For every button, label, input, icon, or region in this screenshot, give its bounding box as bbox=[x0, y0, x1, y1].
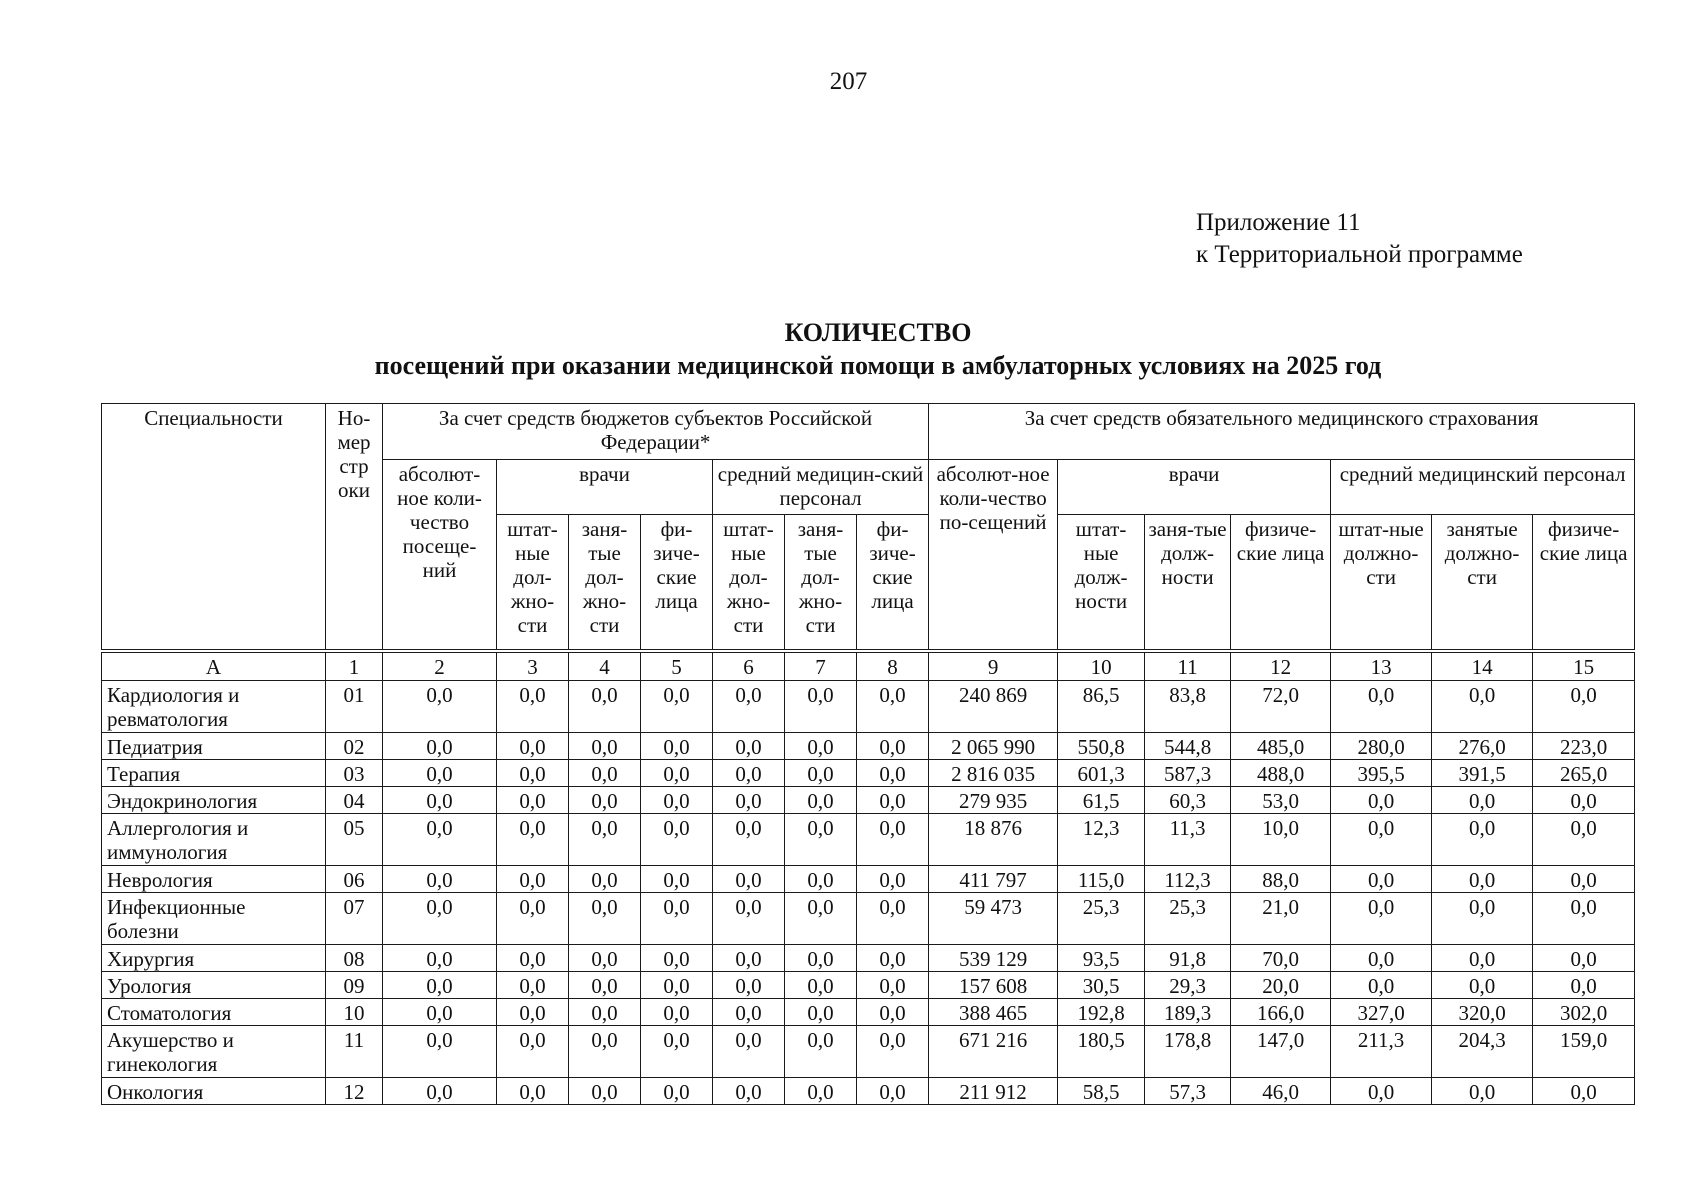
specialty-name: Неврология bbox=[102, 866, 326, 893]
table-row bbox=[102, 999, 1635, 1026]
header-budget-visits: абсолют-ное коли-чество посеще-ний bbox=[383, 460, 497, 650]
title-line-2: посещений при оказании медицинской помощи в амбулаторных условиях на 2025 год bbox=[374, 351, 1382, 380]
value-cell: 0,0 bbox=[383, 999, 497, 1026]
value-cell: 0,0 bbox=[641, 999, 713, 1026]
value-cell: 0,0 bbox=[569, 999, 641, 1026]
header-budget-nurses-staff: штат-ные дол-жно-сти bbox=[713, 515, 785, 650]
value-cell: 0,0 bbox=[785, 999, 857, 1026]
value-cell: 0,0 bbox=[785, 1078, 857, 1105]
value-cell: 0,0 bbox=[641, 945, 713, 972]
value-cell: 0,0 bbox=[569, 681, 641, 733]
row-number: 09 bbox=[326, 972, 383, 999]
value-cell: 0,0 bbox=[857, 787, 929, 814]
header-oms-visits: абсолют-ное коли-чество по-сещений bbox=[929, 460, 1058, 650]
value-cell: 0,0 bbox=[785, 733, 857, 760]
value-cell: 0,0 bbox=[857, 760, 929, 787]
value-cell: 0,0 bbox=[497, 945, 569, 972]
value-cell: 0,0 bbox=[857, 1026, 929, 1078]
value-cell: 0,0 bbox=[713, 787, 785, 814]
value-cell: 61,5 bbox=[1058, 787, 1145, 814]
column-index-cell: 7 bbox=[785, 653, 857, 681]
value-cell: 57,3 bbox=[1145, 1078, 1231, 1105]
value-cell: 388 465 bbox=[929, 999, 1058, 1026]
value-cell: 0,0 bbox=[857, 814, 929, 866]
value-cell: 671 216 bbox=[929, 1026, 1058, 1078]
value-cell: 204,3 bbox=[1432, 1026, 1533, 1078]
value-cell: 485,0 bbox=[1231, 733, 1331, 760]
table-row bbox=[102, 893, 1635, 945]
table-body bbox=[102, 681, 1635, 1105]
header-oms: За счет средств обязательного медицинского страхования bbox=[929, 404, 1635, 460]
value-cell: 0,0 bbox=[641, 760, 713, 787]
value-cell: 0,0 bbox=[1331, 814, 1432, 866]
table-row bbox=[102, 681, 1635, 733]
value-cell: 0,0 bbox=[1432, 1078, 1533, 1105]
value-cell: 211 912 bbox=[929, 1078, 1058, 1105]
value-cell: 0,0 bbox=[713, 893, 785, 945]
value-cell: 2 065 990 bbox=[929, 733, 1058, 760]
specialty-name: Акушерство и гинекология bbox=[102, 1026, 326, 1078]
value-cell: 0,0 bbox=[713, 866, 785, 893]
header-budget-doctors: врачи bbox=[497, 460, 713, 515]
row-number: 07 bbox=[326, 893, 383, 945]
value-cell: 0,0 bbox=[857, 999, 929, 1026]
header-oms-nurses-persons: физиче-ские лица bbox=[1533, 515, 1635, 650]
value-cell: 58,5 bbox=[1058, 1078, 1145, 1105]
value-cell: 0,0 bbox=[569, 814, 641, 866]
table-row bbox=[102, 866, 1635, 893]
specialty-name: Урология bbox=[102, 972, 326, 999]
value-cell: 30,5 bbox=[1058, 972, 1145, 999]
row-number: 10 bbox=[326, 999, 383, 1026]
value-cell: 0,0 bbox=[569, 1026, 641, 1078]
header-budget-nurses-persons: фи-зиче-ские лица bbox=[857, 515, 929, 650]
value-cell: 211,3 bbox=[1331, 1026, 1432, 1078]
column-index-cell: 2 bbox=[383, 653, 497, 681]
header-budget-doctors-persons: фи-зиче-ские лица bbox=[641, 515, 713, 650]
column-index-cell: 3 bbox=[497, 653, 569, 681]
row-number: 06 bbox=[326, 866, 383, 893]
value-cell: 91,8 bbox=[1145, 945, 1231, 972]
value-cell: 0,0 bbox=[383, 1078, 497, 1105]
value-cell: 0,0 bbox=[1432, 893, 1533, 945]
specialty-name: Хирургия bbox=[102, 945, 326, 972]
value-cell: 0,0 bbox=[1432, 972, 1533, 999]
row-number: 02 bbox=[326, 733, 383, 760]
value-cell: 0,0 bbox=[497, 999, 569, 1026]
column-index-cell: 8 bbox=[857, 653, 929, 681]
value-cell: 0,0 bbox=[857, 733, 929, 760]
value-cell: 0,0 bbox=[1432, 681, 1533, 733]
value-cell: 0,0 bbox=[383, 1026, 497, 1078]
value-cell: 539 129 bbox=[929, 945, 1058, 972]
value-cell: 11,3 bbox=[1145, 814, 1231, 866]
value-cell: 0,0 bbox=[569, 1078, 641, 1105]
table-row bbox=[102, 945, 1635, 972]
value-cell: 0,0 bbox=[713, 945, 785, 972]
value-cell: 25,3 bbox=[1145, 893, 1231, 945]
value-cell: 53,0 bbox=[1231, 787, 1331, 814]
value-cell: 46,0 bbox=[1231, 1078, 1331, 1105]
value-cell: 0,0 bbox=[785, 945, 857, 972]
column-index bbox=[102, 653, 1635, 681]
value-cell: 0,0 bbox=[1432, 814, 1533, 866]
value-cell: 0,0 bbox=[785, 972, 857, 999]
value-cell: 0,0 bbox=[1533, 893, 1635, 945]
column-index-row bbox=[102, 653, 1635, 681]
value-cell: 0,0 bbox=[857, 972, 929, 999]
value-cell: 0,0 bbox=[641, 787, 713, 814]
value-cell: 587,3 bbox=[1145, 760, 1231, 787]
value-cell: 544,8 bbox=[1145, 733, 1231, 760]
value-cell: 0,0 bbox=[497, 760, 569, 787]
value-cell: 0,0 bbox=[383, 787, 497, 814]
value-cell: 0,0 bbox=[497, 866, 569, 893]
value-cell: 0,0 bbox=[383, 681, 497, 733]
value-cell: 0,0 bbox=[1533, 787, 1635, 814]
page-number: 207 bbox=[829, 68, 868, 95]
value-cell: 0,0 bbox=[785, 787, 857, 814]
table-row bbox=[102, 760, 1635, 787]
value-cell: 279 935 bbox=[929, 787, 1058, 814]
value-cell: 18 876 bbox=[929, 814, 1058, 866]
row-number: 03 bbox=[326, 760, 383, 787]
value-cell: 0,0 bbox=[383, 945, 497, 972]
appendix-note bbox=[1196, 207, 1523, 271]
value-cell: 159,0 bbox=[1533, 1026, 1635, 1078]
value-cell: 0,0 bbox=[857, 681, 929, 733]
value-cell: 0,0 bbox=[713, 733, 785, 760]
value-cell: 0,0 bbox=[497, 787, 569, 814]
value-cell: 0,0 bbox=[497, 733, 569, 760]
value-cell: 411 797 bbox=[929, 866, 1058, 893]
table-row bbox=[102, 972, 1635, 999]
value-cell: 302,0 bbox=[1533, 999, 1635, 1026]
value-cell: 0,0 bbox=[1533, 1078, 1635, 1105]
header-budget: За счет средств бюджетов субъектов Российской Федерации* bbox=[383, 404, 929, 460]
value-cell: 178,8 bbox=[1145, 1026, 1231, 1078]
value-cell: 60,3 bbox=[1145, 787, 1231, 814]
row-number: 01 bbox=[326, 681, 383, 733]
specialty-name: Эндокринология bbox=[102, 787, 326, 814]
value-cell: 265,0 bbox=[1533, 760, 1635, 787]
value-cell: 327,0 bbox=[1331, 999, 1432, 1026]
column-index-cell: 10 bbox=[1058, 653, 1145, 681]
column-index-cell: 14 bbox=[1432, 653, 1533, 681]
value-cell: 0,0 bbox=[713, 1026, 785, 1078]
value-cell: 0,0 bbox=[785, 866, 857, 893]
value-cell: 276,0 bbox=[1432, 733, 1533, 760]
header-oms-nurses: средний медицинский персонал bbox=[1331, 460, 1635, 515]
value-cell: 0,0 bbox=[497, 814, 569, 866]
value-cell: 2 816 035 bbox=[929, 760, 1058, 787]
value-cell: 0,0 bbox=[1432, 866, 1533, 893]
value-cell: 395,5 bbox=[1331, 760, 1432, 787]
column-index-cell: 9 bbox=[929, 653, 1058, 681]
column-index-cell: А bbox=[102, 653, 326, 681]
value-cell: 0,0 bbox=[641, 814, 713, 866]
value-cell: 0,0 bbox=[1533, 814, 1635, 866]
header-budget-doctors-occupied: заня-тые дол-жно-сти bbox=[569, 515, 641, 650]
header-oms-doctors-staff: штат-ные долж-ности bbox=[1058, 515, 1145, 650]
value-cell: 0,0 bbox=[569, 733, 641, 760]
value-cell: 72,0 bbox=[1231, 681, 1331, 733]
row-number: 05 bbox=[326, 814, 383, 866]
row-number: 11 bbox=[326, 1026, 383, 1078]
table-header bbox=[102, 404, 1635, 653]
header-oms-nurses-staff: штат-ные должно-сти bbox=[1331, 515, 1432, 650]
value-cell: 86,5 bbox=[1058, 681, 1145, 733]
table-row bbox=[102, 787, 1635, 814]
table-row bbox=[102, 1078, 1635, 1105]
value-cell: 0,0 bbox=[857, 1078, 929, 1105]
title-line-1: КОЛИЧЕСТВО bbox=[784, 318, 972, 347]
value-cell: 0,0 bbox=[1331, 893, 1432, 945]
value-cell: 0,0 bbox=[569, 972, 641, 999]
row-number: 04 bbox=[326, 787, 383, 814]
value-cell: 0,0 bbox=[857, 866, 929, 893]
value-cell: 0,0 bbox=[641, 893, 713, 945]
value-cell: 0,0 bbox=[569, 866, 641, 893]
value-cell: 0,0 bbox=[497, 893, 569, 945]
value-cell: 0,0 bbox=[1432, 945, 1533, 972]
value-cell: 0,0 bbox=[857, 945, 929, 972]
value-cell: 0,0 bbox=[569, 760, 641, 787]
value-cell: 601,3 bbox=[1058, 760, 1145, 787]
value-cell: 0,0 bbox=[713, 814, 785, 866]
value-cell: 93,5 bbox=[1058, 945, 1145, 972]
value-cell: 0,0 bbox=[713, 760, 785, 787]
value-cell: 0,0 bbox=[383, 814, 497, 866]
visits-table bbox=[101, 403, 1635, 1105]
value-cell: 0,0 bbox=[785, 760, 857, 787]
column-index-cell: 1 bbox=[326, 653, 383, 681]
value-cell: 10,0 bbox=[1231, 814, 1331, 866]
value-cell: 0,0 bbox=[497, 1026, 569, 1078]
specialty-name: Онкология bbox=[102, 1078, 326, 1105]
value-cell: 88,0 bbox=[1231, 866, 1331, 893]
value-cell: 0,0 bbox=[857, 893, 929, 945]
specialty-name: Инфекционные болезни bbox=[102, 893, 326, 945]
value-cell: 0,0 bbox=[641, 1078, 713, 1105]
header-oms-doctors: врачи bbox=[1058, 460, 1331, 515]
document-title bbox=[100, 316, 1656, 382]
value-cell: 29,3 bbox=[1145, 972, 1231, 999]
value-cell: 0,0 bbox=[641, 733, 713, 760]
value-cell: 0,0 bbox=[785, 1026, 857, 1078]
value-cell: 0,0 bbox=[641, 1026, 713, 1078]
value-cell: 21,0 bbox=[1231, 893, 1331, 945]
value-cell: 550,8 bbox=[1058, 733, 1145, 760]
header-budget-doctors-staff: штат-ные дол-жно-сти bbox=[497, 515, 569, 650]
value-cell: 20,0 bbox=[1231, 972, 1331, 999]
appendix-line-2: к Территориальной программе bbox=[1196, 241, 1523, 268]
value-cell: 0,0 bbox=[1533, 681, 1635, 733]
value-cell: 0,0 bbox=[641, 866, 713, 893]
row-number: 08 bbox=[326, 945, 383, 972]
value-cell: 280,0 bbox=[1331, 733, 1432, 760]
table-row bbox=[102, 814, 1635, 866]
appendix-line-1: Приложение 11 bbox=[1196, 209, 1361, 236]
value-cell: 0,0 bbox=[1331, 787, 1432, 814]
value-cell: 59 473 bbox=[929, 893, 1058, 945]
value-cell: 0,0 bbox=[713, 999, 785, 1026]
value-cell: 192,8 bbox=[1058, 999, 1145, 1026]
value-cell: 0,0 bbox=[785, 681, 857, 733]
value-cell: 0,0 bbox=[569, 893, 641, 945]
header-oms-doctors-persons: физиче-ские лица bbox=[1231, 515, 1331, 650]
value-cell: 0,0 bbox=[1331, 972, 1432, 999]
value-cell: 12,3 bbox=[1058, 814, 1145, 866]
value-cell: 0,0 bbox=[1432, 787, 1533, 814]
value-cell: 0,0 bbox=[497, 1078, 569, 1105]
value-cell: 0,0 bbox=[713, 1078, 785, 1105]
column-index-cell: 15 bbox=[1533, 653, 1635, 681]
value-cell: 0,0 bbox=[1331, 866, 1432, 893]
header-row-number: Но-мер стр оки bbox=[326, 404, 383, 650]
value-cell: 320,0 bbox=[1432, 999, 1533, 1026]
specialty-name: Педиатрия bbox=[102, 733, 326, 760]
header-budget-nurses-occupied: заня-тые дол-жно-сти bbox=[785, 515, 857, 650]
value-cell: 0,0 bbox=[641, 972, 713, 999]
value-cell: 0,0 bbox=[497, 681, 569, 733]
value-cell: 70,0 bbox=[1231, 945, 1331, 972]
header-oms-nurses-occupied: занятые должно-сти bbox=[1432, 515, 1533, 650]
value-cell: 0,0 bbox=[569, 945, 641, 972]
value-cell: 0,0 bbox=[569, 787, 641, 814]
table-row bbox=[102, 1026, 1635, 1078]
value-cell: 147,0 bbox=[1231, 1026, 1331, 1078]
specialty-name: Аллергология и иммунология bbox=[102, 814, 326, 866]
value-cell: 391,5 bbox=[1432, 760, 1533, 787]
value-cell: 83,8 bbox=[1145, 681, 1231, 733]
value-cell: 0,0 bbox=[383, 733, 497, 760]
value-cell: 0,0 bbox=[383, 760, 497, 787]
value-cell: 0,0 bbox=[785, 893, 857, 945]
header-oms-doctors-occupied: заня-тые долж-ности bbox=[1145, 515, 1231, 650]
value-cell: 0,0 bbox=[497, 972, 569, 999]
value-cell: 0,0 bbox=[713, 681, 785, 733]
value-cell: 240 869 bbox=[929, 681, 1058, 733]
value-cell: 0,0 bbox=[1331, 945, 1432, 972]
specialty-name: Кардиология и ревматология bbox=[102, 681, 326, 733]
header-specialty: Специальности bbox=[102, 404, 326, 650]
table-row bbox=[102, 733, 1635, 760]
value-cell: 0,0 bbox=[383, 972, 497, 999]
value-cell: 0,0 bbox=[1533, 866, 1635, 893]
value-cell: 25,3 bbox=[1058, 893, 1145, 945]
value-cell: 157 608 bbox=[929, 972, 1058, 999]
specialty-name: Стоматология bbox=[102, 999, 326, 1026]
column-index-cell: 13 bbox=[1331, 653, 1432, 681]
value-cell: 0,0 bbox=[1331, 1078, 1432, 1105]
value-cell: 0,0 bbox=[641, 681, 713, 733]
header-budget-nurses: средний медицин-ский персонал bbox=[713, 460, 929, 515]
value-cell: 180,5 bbox=[1058, 1026, 1145, 1078]
value-cell: 0,0 bbox=[383, 893, 497, 945]
value-cell: 189,3 bbox=[1145, 999, 1231, 1026]
column-index-cell: 5 bbox=[641, 653, 713, 681]
column-index-cell: 11 bbox=[1145, 653, 1231, 681]
value-cell: 115,0 bbox=[1058, 866, 1145, 893]
row-number: 12 bbox=[326, 1078, 383, 1105]
column-index-cell: 6 bbox=[713, 653, 785, 681]
specialty-name: Терапия bbox=[102, 760, 326, 787]
column-index-cell: 4 bbox=[569, 653, 641, 681]
value-cell: 0,0 bbox=[1533, 972, 1635, 999]
value-cell: 166,0 bbox=[1231, 999, 1331, 1026]
value-cell: 223,0 bbox=[1533, 733, 1635, 760]
value-cell: 0,0 bbox=[1533, 945, 1635, 972]
value-cell: 0,0 bbox=[1331, 681, 1432, 733]
value-cell: 112,3 bbox=[1145, 866, 1231, 893]
value-cell: 0,0 bbox=[713, 972, 785, 999]
column-index-cell: 12 bbox=[1231, 653, 1331, 681]
value-cell: 0,0 bbox=[383, 866, 497, 893]
value-cell: 488,0 bbox=[1231, 760, 1331, 787]
value-cell: 0,0 bbox=[785, 814, 857, 866]
